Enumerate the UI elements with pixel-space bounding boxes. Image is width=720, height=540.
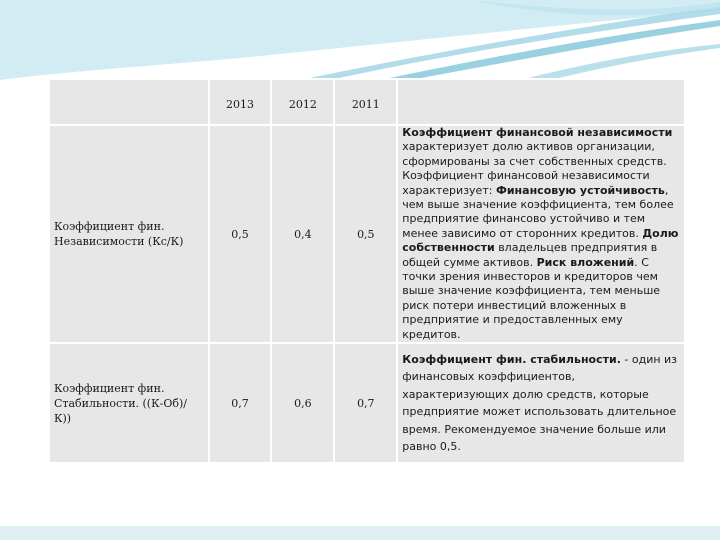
year-header-2013: 2013 xyxy=(210,80,271,124)
header-empty-desc-cell xyxy=(398,80,684,124)
row-label: Коэффициент фин. Стабильности. ((К-Об)/К)) xyxy=(50,344,208,462)
header-row xyxy=(50,80,684,124)
coefficients-table xyxy=(48,78,686,464)
year-header-2011: 2011 xyxy=(335,80,396,124)
table-row xyxy=(50,126,684,342)
value-cell: 0,5 xyxy=(210,126,271,342)
header-empty-cell xyxy=(50,80,208,124)
value-cell: 0,7 xyxy=(335,344,396,462)
value-cell: 0,7 xyxy=(210,344,271,462)
row-label: Коэффициент фин. Независимости (Кс/К) xyxy=(50,126,208,342)
value-cell: 0,4 xyxy=(272,126,333,342)
description-cell: Коэффициент фин. стабильности. - один из финансовых коэффициентов, характеризующих долю средств, которые предприятие может использовать длительное время. Рекомендуемое значение больше или равно 0,5. xyxy=(398,344,684,462)
year-header-2012: 2012 xyxy=(272,80,333,124)
description-title: Коэффициент финансовой независимости xyxy=(402,126,673,139)
table-row xyxy=(50,344,684,462)
value-cell: 0,5 xyxy=(335,126,396,342)
bottom-band xyxy=(0,526,720,540)
description-cell: Коэффициент финансовой независимости характеризует долю активов организации, сформированы за счет собственных средств. Коэффициент финансовой независимости характеризует: Финансовую устойчивость, чем выше значение коэффициента, тем более предприятие финансово устойчиво и тем менее зависимо от сторонних кредитов. Долю собственности владельцев предприятия в общей сумме активов. Риск вложений. С точки зрения инвесторов и кредиторов чем выше значение коэффициента, тем меньше риск потери инвестиций вложенных в предприятие и предоставленных ему кредитов. xyxy=(398,126,684,342)
decorative-waves xyxy=(0,0,720,80)
value-cell: 0,6 xyxy=(272,344,333,462)
description-title: Коэффициент фин. стабильности. xyxy=(402,352,621,366)
